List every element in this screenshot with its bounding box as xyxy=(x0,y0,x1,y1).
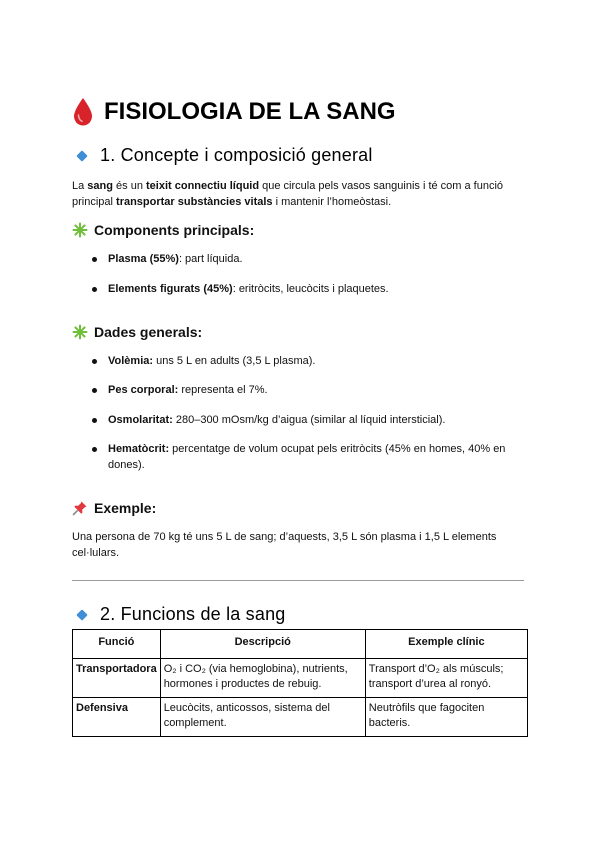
intro-bold-3: transportar substàncies vitals xyxy=(116,196,273,208)
components-heading-text: Components principals: xyxy=(94,222,255,238)
bullet-icon xyxy=(92,257,97,262)
list-item-label: Pes corporal: xyxy=(108,384,179,396)
blue-diamond-icon xyxy=(76,150,87,161)
blood-drop-icon xyxy=(72,97,94,127)
table-cell-example: Transport d’O₂ als músculs; transport d’urea al ronyó. xyxy=(365,659,527,698)
list-item-label: Volèmia: xyxy=(108,355,154,367)
section-divider xyxy=(72,580,524,581)
table-cell-description: Leucòcits, anticossos, sistema del complement. xyxy=(160,698,365,737)
list-item-text: representa el 7%. xyxy=(178,384,268,396)
intro-text-4: i mantenir l’homeòstasi. xyxy=(272,196,392,208)
list-item-label: Elements figurats (45%) xyxy=(108,283,233,295)
list-item-text: : part líquida. xyxy=(178,253,243,265)
list-item-label: Hematòcrit: xyxy=(108,443,170,455)
bullet-icon xyxy=(92,287,97,292)
table-row xyxy=(73,698,528,737)
table-header-row xyxy=(73,630,528,659)
bullet-icon xyxy=(92,359,97,364)
page-title-text: FISIOLOGIA DE LA SANG xyxy=(104,98,396,125)
table-cell-function: Defensiva xyxy=(73,698,161,737)
list-item xyxy=(92,251,512,267)
page-title xyxy=(72,94,396,130)
table-header-cell: Funció xyxy=(73,630,161,659)
table-cell-example: Neutròfils que fagociten bacteris. xyxy=(365,698,527,737)
list-item-text: percentatge de volum ocupat pels eritròcits (45% en homes, 40% en dones). xyxy=(108,443,506,471)
list-item-label: Plasma (55%) xyxy=(108,253,179,265)
table-header-cell: Exemple clínic xyxy=(365,630,527,659)
example-heading xyxy=(72,500,156,516)
bullet-icon xyxy=(92,388,97,393)
functions-table xyxy=(72,629,528,737)
list-item-text: : eritròcits, leucòcits i plaquetes. xyxy=(232,283,389,295)
example-heading-text: Exemple: xyxy=(94,500,157,516)
blue-diamond-icon xyxy=(76,609,87,620)
intro-bold-2: teixit connectiu líquid xyxy=(146,180,260,192)
intro-text-3: que circula pels vasos sanguinis i té com a funció principal xyxy=(72,180,504,208)
sparkle-icon xyxy=(72,222,88,238)
list-item-text: uns 5 L en adults (3,5 L plasma). xyxy=(153,355,316,367)
list-item xyxy=(92,281,512,297)
table-cell-description: O₂ i CO₂ (via hemoglobina), nutrients, hormones i productes de rebuig. xyxy=(160,659,365,698)
list-item xyxy=(92,441,512,473)
components-heading xyxy=(72,222,254,238)
intro-text-1: La xyxy=(72,180,88,192)
table-row xyxy=(73,659,528,698)
general-data-heading-text: Dades generals: xyxy=(94,324,203,340)
example-paragraph: Una persona de 70 kg té uns 5 L de sang; d’aquests, 3,5 L són plasma i 1,5 L elements cel·lulars. xyxy=(72,531,497,559)
section-1-heading-text: 1. Concepte i composició general xyxy=(100,145,373,165)
general-data-heading xyxy=(72,324,202,340)
section-2-heading xyxy=(72,604,286,625)
table-header-cell: Descripció xyxy=(160,630,365,659)
bullet-icon xyxy=(92,447,97,452)
list-item-text: 280–300 mOsm/kg d’aigua (similar al líquid intersticial). xyxy=(172,414,446,426)
section-2-heading-text: 2. Funcions de la sang xyxy=(100,604,286,624)
list-item xyxy=(92,382,512,398)
list-item xyxy=(92,353,512,369)
section-1-heading xyxy=(72,145,373,166)
intro-bold-1: sang xyxy=(87,180,113,192)
intro-paragraph xyxy=(72,178,512,210)
list-item xyxy=(92,412,512,428)
intro-text-2: és un xyxy=(112,180,147,192)
pushpin-icon xyxy=(72,500,88,516)
sparkle-icon xyxy=(72,324,88,340)
table-cell-function: Transportadora xyxy=(73,659,161,698)
list-item-label: Osmolaritat: xyxy=(108,414,173,426)
bullet-icon xyxy=(92,418,97,423)
